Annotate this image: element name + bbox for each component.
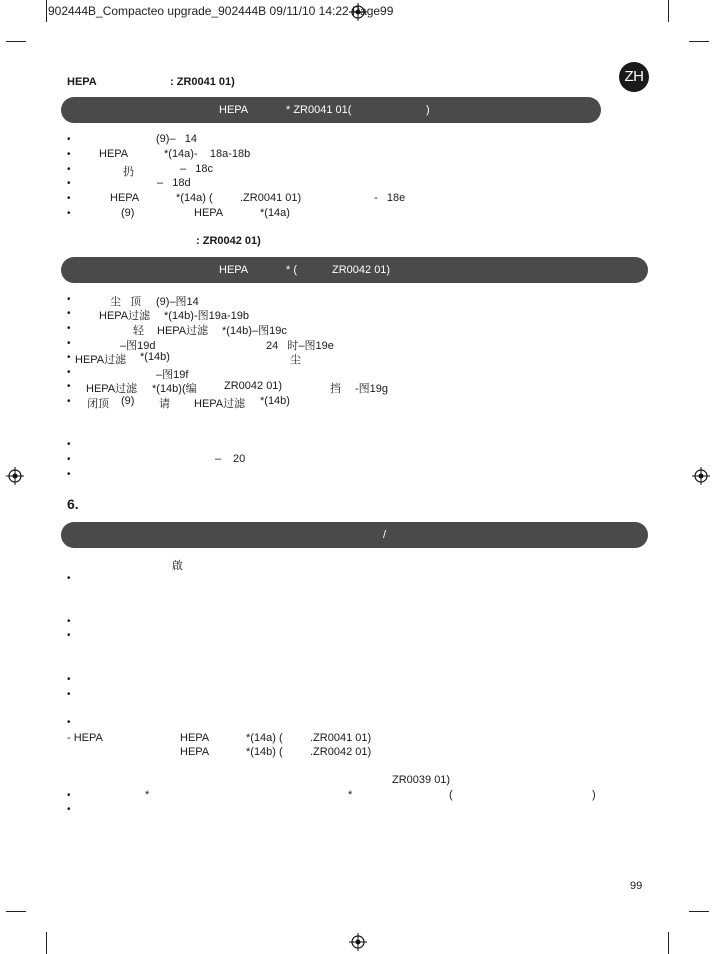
registration-mark-icon — [6, 467, 24, 485]
list-item: .ZR0041 01) — [240, 192, 302, 204]
bullet-icon: • — [67, 308, 71, 319]
list-item: *(14b) — [140, 351, 170, 363]
crop-mark — [689, 41, 709, 42]
bullet-icon: • — [67, 352, 71, 363]
crop-mark — [668, 932, 669, 954]
list-item: * — [348, 789, 353, 801]
list-item: * — [145, 789, 150, 801]
bullet-icon: • — [67, 323, 71, 334]
bullet-icon: • — [67, 396, 71, 407]
crop-mark — [6, 41, 26, 42]
bullet-icon: • — [67, 717, 71, 728]
list-item: .ZR0042 01) — [310, 746, 372, 758]
bullet-icon: • — [67, 381, 71, 392]
bullet-icon: • — [67, 674, 71, 685]
bullet-icon: • — [67, 338, 71, 349]
list-item: HEPA — [180, 746, 210, 758]
bullet-icon: • — [67, 616, 71, 627]
list-item: (9) — [121, 207, 135, 219]
list-item: ZR0042 01) — [224, 380, 283, 392]
page-number: 99 — [630, 880, 643, 892]
bullet-icon: • — [67, 134, 71, 145]
bullet-icon: • — [67, 630, 71, 641]
registration-mark-icon — [692, 467, 710, 485]
list-item: HEPA — [180, 732, 210, 744]
list-item: 尘 — [290, 354, 301, 366]
bullet-icon: • — [67, 804, 71, 815]
list-item: 轻 — [133, 325, 144, 337]
body-text: 啟 — [172, 560, 183, 572]
section-heading-code: : ZR0042 01) — [196, 235, 261, 247]
list-item: HEPA — [110, 192, 140, 204]
list-item: *(14b) ( — [246, 746, 283, 758]
bullet-icon: • — [67, 454, 71, 465]
list-item: HEPA — [194, 207, 224, 219]
bar-text: ) — [426, 104, 430, 116]
section-bar — [61, 522, 648, 548]
list-item: *(14a) ( — [176, 192, 213, 204]
list-item: –图19f — [156, 369, 189, 381]
list-item: *(14a) — [260, 207, 290, 219]
section-heading-code: : ZR0041 01) — [170, 76, 235, 88]
bullet-icon: • — [67, 149, 71, 160]
bar-text: / — [383, 529, 387, 541]
bullet-icon: • — [67, 294, 71, 305]
list-item: HEPA过滤 — [99, 310, 151, 322]
list-item: –图19d — [120, 340, 156, 352]
list-item: – 18d — [157, 177, 191, 189]
section-heading-hepa: HEPA — [67, 76, 97, 88]
crop-mark — [46, 932, 47, 954]
list-item: HEPA过滤 — [194, 398, 246, 410]
bar-text: * ZR0041 01( — [286, 104, 352, 116]
list-item: - HEPA — [67, 732, 103, 744]
bullet-icon: • — [67, 790, 71, 801]
bar-text: HEPA — [219, 104, 249, 116]
list-item: HEPA过滤 — [157, 325, 209, 337]
bullet-icon: • — [67, 439, 71, 450]
list-item: 24 时–图19e — [266, 340, 334, 352]
list-item: *(14b)(编 — [152, 383, 197, 395]
list-item: - 18e — [374, 192, 406, 204]
list-item: *(14a)- 18a-18b — [164, 148, 251, 160]
crop-mark — [689, 911, 709, 912]
print-header: 902444B_Compacteo upgrade_902444B 09/11/10 14:22 Page99 — [48, 4, 394, 18]
list-item: *(14b)–图19c — [222, 325, 287, 337]
crop-mark — [668, 0, 669, 22]
registration-mark-icon — [349, 933, 367, 951]
list-item: 扔 — [123, 166, 134, 178]
list-item: ( — [449, 789, 453, 801]
section-bar — [61, 97, 601, 123]
language-badge: ZH — [619, 62, 649, 92]
list-item: ) — [592, 789, 596, 801]
bar-text: HEPA — [219, 264, 249, 276]
list-item: *(14b) — [260, 395, 290, 407]
list-item: 尘 顶 — [110, 296, 142, 308]
list-item: 20 — [233, 453, 246, 465]
bar-text: ZR0042 01) — [332, 264, 391, 276]
list-item: – — [215, 453, 222, 465]
bullet-icon: • — [67, 208, 71, 219]
list-item: (9)–图14 — [156, 296, 199, 308]
crop-mark — [6, 911, 26, 912]
list-item: HEPA过滤 — [75, 354, 127, 366]
bullet-icon: • — [67, 573, 71, 584]
list-item: HEPA — [99, 148, 129, 160]
list-item: 请 — [159, 398, 170, 410]
bullet-icon: • — [67, 689, 71, 700]
bar-text: * ( — [286, 264, 297, 276]
bullet-icon: • — [67, 469, 71, 480]
bullet-icon: • — [67, 193, 71, 204]
bullet-icon: • — [67, 178, 71, 189]
list-item: (9)– 14 — [156, 133, 197, 145]
list-item: *(14b)-图19a-19b — [164, 310, 249, 322]
list-item: 闭顶 — [87, 398, 109, 410]
section-number: 6. — [67, 496, 79, 512]
list-item: (9) — [121, 395, 135, 407]
list-item: *(14a) ( — [246, 732, 283, 744]
list-item: ZR0039 01) — [392, 774, 451, 786]
list-item: HEPA过滤 — [86, 383, 138, 395]
list-item: -图19g — [355, 383, 389, 395]
crop-mark — [46, 0, 47, 22]
section-bar — [61, 257, 648, 283]
list-item: .ZR0041 01) — [310, 732, 372, 744]
bullet-icon: • — [67, 164, 71, 175]
list-item: 挡 — [330, 383, 341, 395]
list-item: – 18c — [180, 163, 214, 175]
bullet-icon: • — [67, 367, 71, 378]
